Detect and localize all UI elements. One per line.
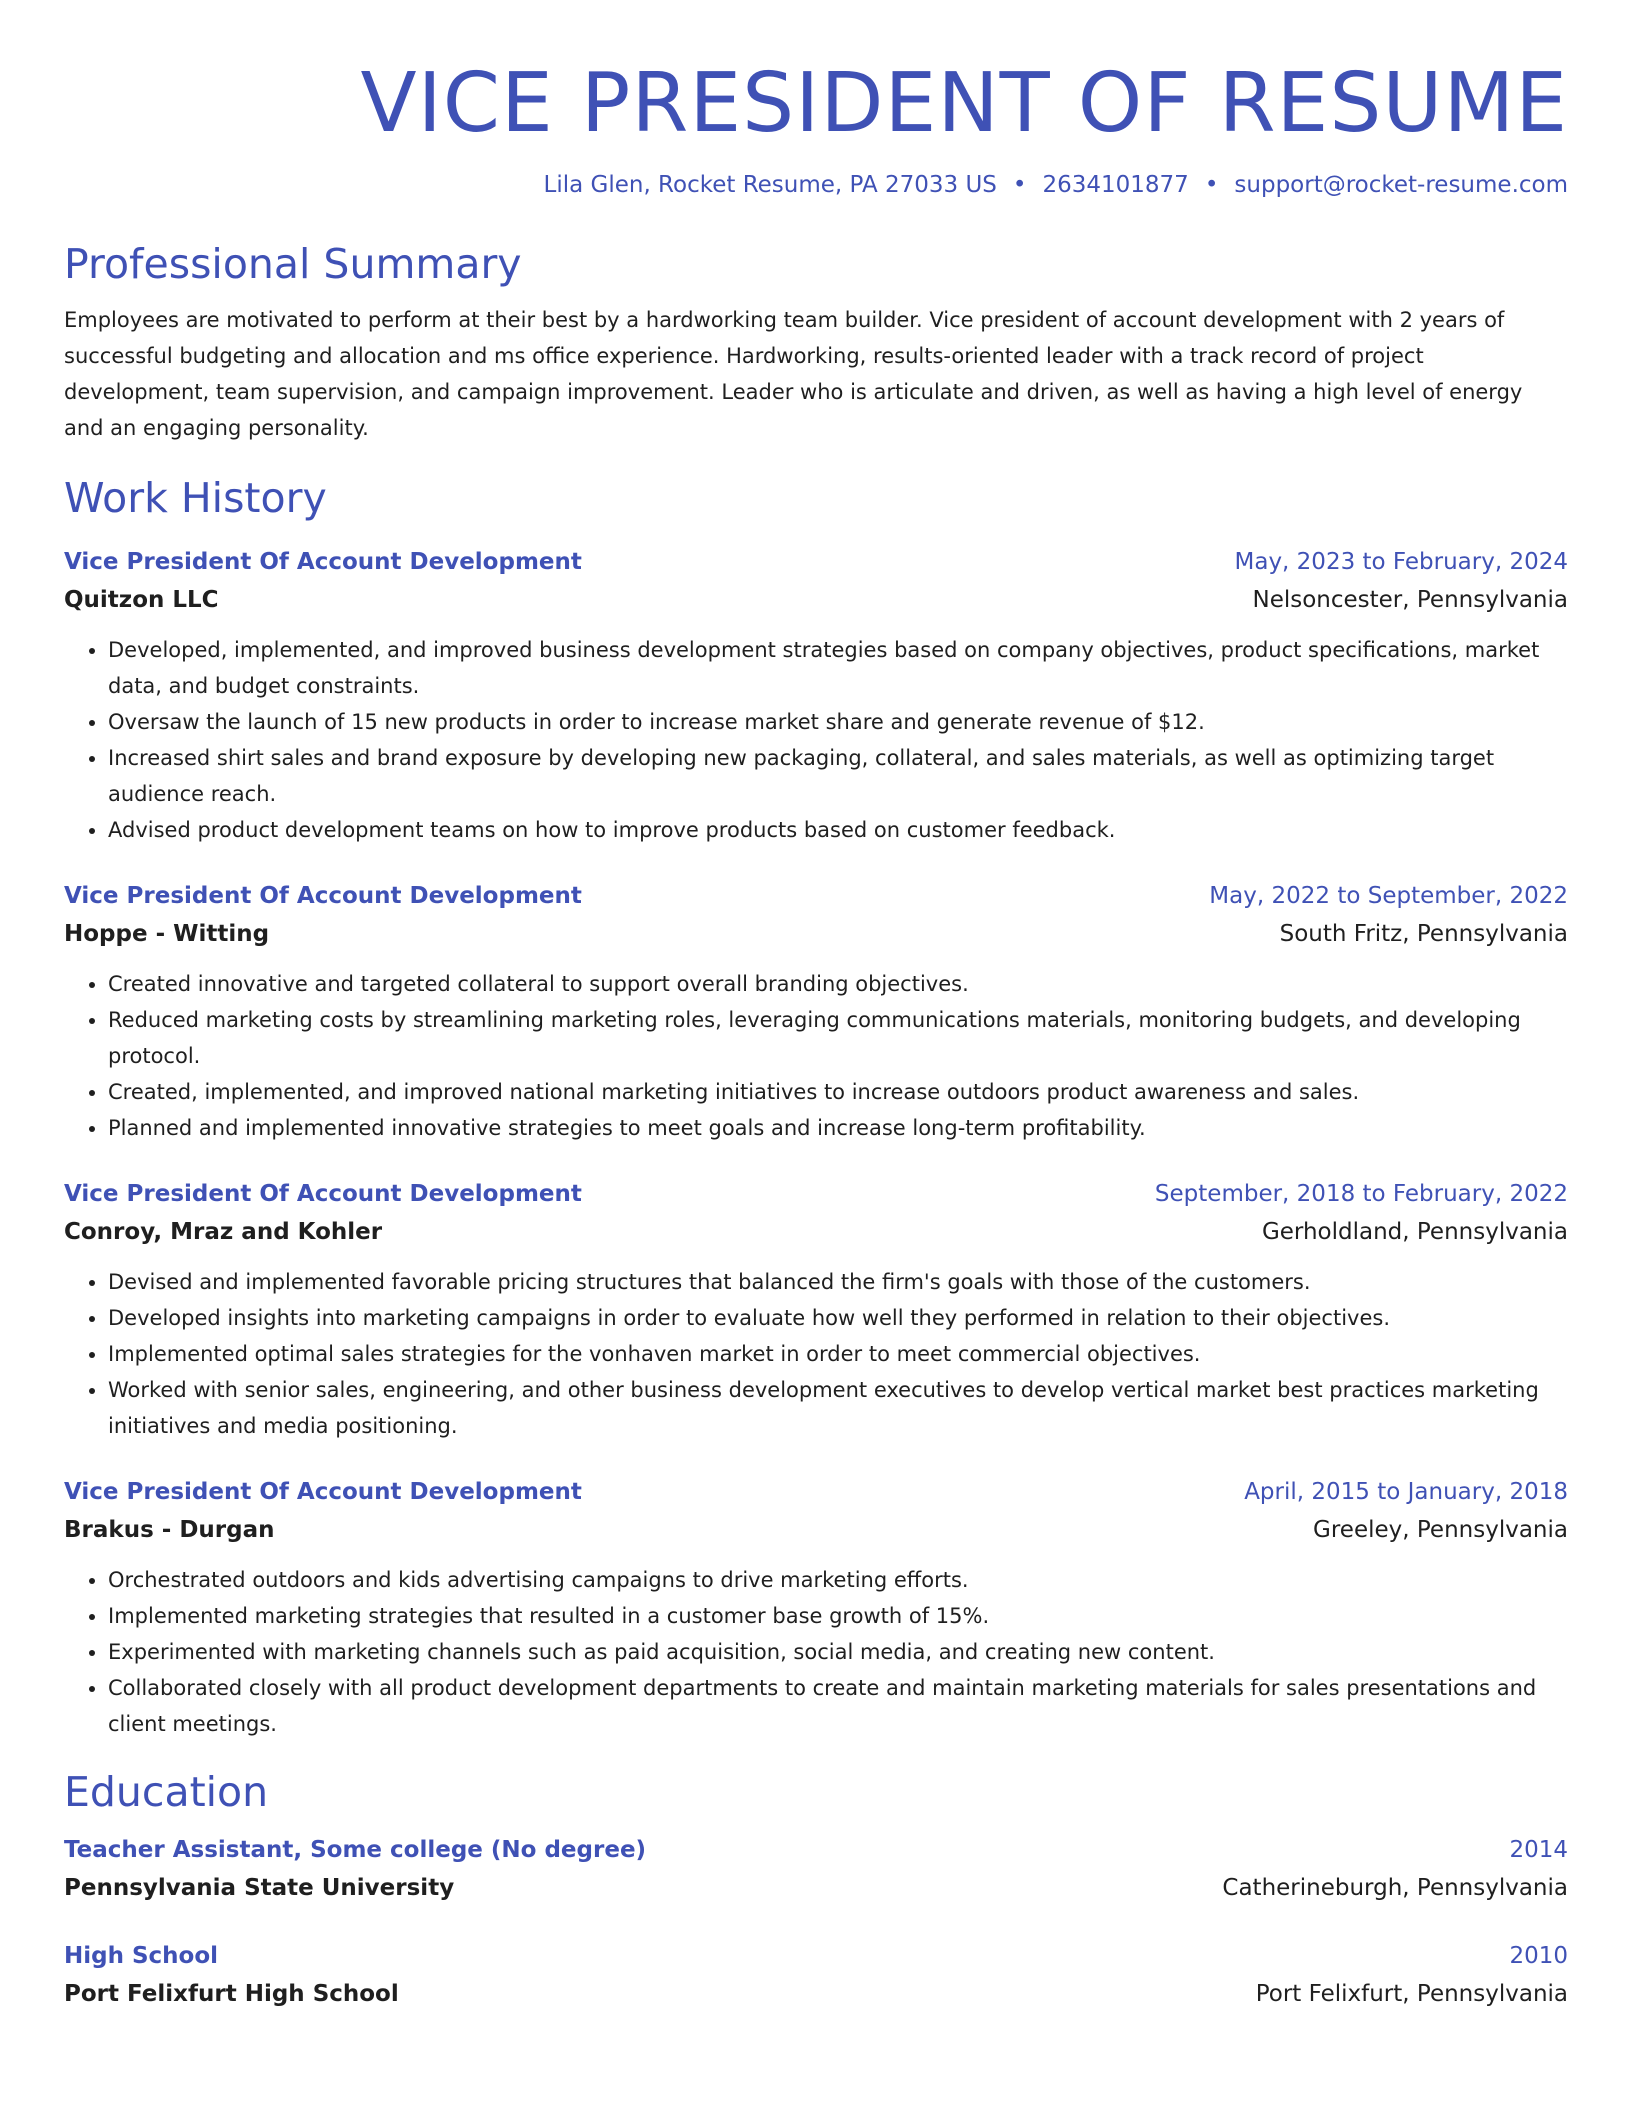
contact-email: support@rocket-resume.com — [1234, 172, 1568, 198]
job-bullet: • Increased shirt sales and brand exposure by developing new packaging, collateral, and sales materials, as well as optimizing target audience reach. — [108, 740, 1568, 812]
work-history-section — [64, 472, 1568, 1742]
job-bullet: • Implemented marketing strategies that resulted in a customer base growth of 15%. — [108, 1598, 1568, 1634]
job-dates: May, 2023 to February, 2024 — [1234, 549, 1568, 575]
contact-address: Lila Glen, Rocket Resume, PA 27033 US — [543, 172, 997, 198]
job-location: Gerholdland, Pennsylvania — [1261, 1219, 1568, 1245]
job-entry — [64, 1176, 1568, 1444]
job-bullets — [64, 1562, 1568, 1742]
job-location: Nelsoncester, Pennsylvania — [1252, 587, 1568, 613]
contact-line — [64, 170, 1568, 200]
job-bullet: • Advised product development teams on how to improve products based on customer feedback. — [108, 812, 1568, 848]
job-bullet: • Developed, implemented, and improved business development strategies based on company objectives, product specifications, market data, and budget constraints. — [108, 632, 1568, 704]
job-company: Conroy, Mraz and Kohler — [64, 1219, 383, 1245]
job-bullet: • Worked with senior sales, engineering, and other business development executives to develop vertical market best practices marketing initiatives and media positioning. — [108, 1372, 1568, 1444]
job-bullet: • Planned and implemented innovative strategies to meet goals and increase long-term profitability. — [108, 1110, 1568, 1146]
contact-separator: • — [1204, 172, 1219, 198]
job-bullet: • Reduced marketing costs by streamlining marketing roles, leveraging communications materials, monitoring budgets, and developing protocol. — [108, 1002, 1568, 1074]
education-year: 2014 — [1509, 1837, 1568, 1863]
education-degree: Teacher Assistant, Some college (No degree) — [64, 1837, 647, 1863]
job-bullet: • Oversaw the launch of 15 new products in order to increase market share and generate revenue of $12. — [108, 704, 1568, 740]
education-entry — [64, 1938, 1568, 2014]
job-bullet: • Collaborated closely with all product development departments to create and maintain marketing materials for sales presentations and client meetings. — [108, 1670, 1568, 1742]
job-title: Vice President Of Account Development — [64, 883, 582, 909]
job-bullets — [64, 632, 1568, 848]
job-entry — [64, 1474, 1568, 1742]
resume-name: VICE PRESIDENT OF RESUME — [360, 56, 1568, 151]
job-title: Vice President Of Account Development — [64, 1181, 582, 1207]
education-degree: High School — [64, 1943, 219, 1969]
contact-separator: • — [1012, 172, 1027, 198]
education-location: Catherineburgh, Pennsylvania — [1222, 1875, 1568, 1901]
education-entry — [64, 1832, 1568, 1908]
education-heading: Education — [64, 1768, 269, 1816]
job-bullet: • Developed insights into marketing campaigns in order to evaluate how well they performed in relation to their objectives. — [108, 1300, 1568, 1336]
summary-heading: Professional Summary — [64, 240, 522, 288]
education-school: Port Felixfurt High School — [64, 1981, 399, 2007]
job-dates: April, 2015 to January, 2018 — [1244, 1479, 1568, 1505]
contact-phone: 2634101877 — [1042, 172, 1189, 198]
job-bullet: • Implemented optimal sales strategies for the vonhaven market in order to meet commercial objectives. — [108, 1336, 1568, 1372]
job-title: Vice President Of Account Development — [64, 549, 582, 575]
job-entry — [64, 878, 1568, 1146]
summary-text: Employees are motivated to perform at their best by a hardworking team builder. Vice president of account development with 2 years of successful budgeting and allocation and ms office experience. Hardworking, results-oriented leader with a track record of project development, team supervision, and campaign improvement. Leader who is articulate and driven, as well as having a high level of energy and an engaging personality. — [64, 308, 1523, 440]
education-location: Port Felixfurt, Pennsylvania — [1255, 1981, 1568, 2007]
job-company: Quitzon LLC — [64, 587, 219, 613]
job-bullet: • Created, implemented, and improved national marketing initiatives to increase outdoors product awareness and sales. — [108, 1074, 1568, 1110]
job-bullets — [64, 1264, 1568, 1444]
job-location: South Fritz, Pennsylvania — [1279, 921, 1568, 947]
resume-page — [64, 0, 1568, 2014]
job-title: Vice President Of Account Development — [64, 1479, 582, 1505]
job-bullet: • Created innovative and targeted collateral to support overall branding objectives. — [108, 966, 1568, 1002]
job-location: Greeley, Pennsylvania — [1313, 1517, 1568, 1543]
job-company: Brakus - Durgan — [64, 1517, 275, 1543]
job-bullets — [64, 966, 1568, 1146]
job-company: Hoppe - Witting — [64, 921, 270, 947]
education-school: Pennsylvania State University — [64, 1875, 455, 1901]
job-dates: September, 2018 to February, 2022 — [1154, 1181, 1568, 1207]
job-bullet: • Orchestrated outdoors and kids advertising campaigns to drive marketing efforts. — [108, 1562, 1568, 1598]
work-history-heading: Work History — [64, 474, 327, 522]
job-bullet: • Experimented with marketing channels such as paid acquisition, social media, and creating new content. — [108, 1634, 1568, 1670]
education-year: 2010 — [1509, 1943, 1568, 1969]
education-section — [64, 1766, 1568, 2014]
job-bullet: • Devised and implemented favorable pricing structures that balanced the firm's goals with those of the customers. — [108, 1264, 1568, 1300]
job-dates: May, 2022 to September, 2022 — [1209, 883, 1568, 909]
summary-section — [64, 238, 1568, 446]
job-entry — [64, 544, 1568, 848]
